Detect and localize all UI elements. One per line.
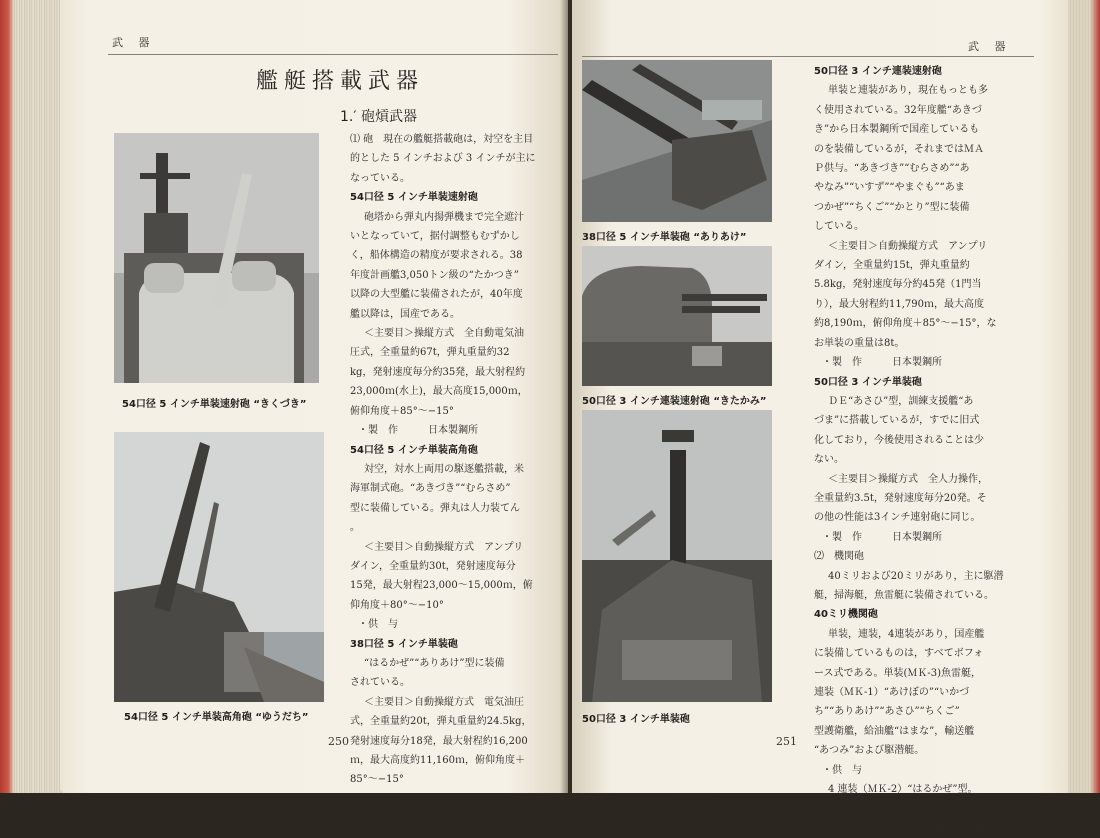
- body-line: つかぜ”“ちくご”“かとり”型に装備: [814, 201, 970, 213]
- body-line: ・製 作 日本製鋼所: [822, 357, 942, 369]
- body-line: ・供 与: [358, 619, 398, 631]
- body-line: 艦以降は，国産である。: [350, 308, 460, 320]
- subheading: 50口径 3 インチ単装砲: [814, 376, 922, 388]
- body-line: 的とした 5 インチおよび 3 インチが主に: [350, 153, 536, 165]
- body-line: に装備しているものは，すべてボフォ: [814, 648, 984, 660]
- subheading: 40ミリ機関砲: [814, 609, 878, 621]
- header-rule-right: [582, 56, 1034, 57]
- header-rule-left: [108, 54, 558, 55]
- body-line: 23,000ｍ(水上)，最大高度15,000ｍ，: [350, 386, 528, 398]
- body-line: お単装の重量は8t。: [814, 337, 905, 349]
- photo-caption: 54口径 5 インチ単装高角砲 “ゆうだち”: [124, 712, 309, 723]
- body-line: ース式である。単装(ＭＫ-3)魚雷艇，: [814, 667, 982, 679]
- left-body-text: [350, 130, 562, 809]
- body-line: ＜主要目＞自動操縦方式 アンプリ: [828, 240, 988, 252]
- body-line: ・製 作 日本製鋼所: [822, 531, 942, 543]
- body-line: 85°〜−15°: [350, 774, 404, 786]
- photo-3in-single-gun: [582, 410, 772, 702]
- body-line: ＜主要目＞操縦方式 電動油圧また: [828, 803, 988, 815]
- subheading: 50口径 3 インチ連装速射砲: [814, 66, 942, 77]
- running-head-left: 武 器: [112, 36, 156, 49]
- body-line: ⑴ 砲 現在の艦艇搭載砲は，対空を主目: [350, 134, 534, 145]
- body-line: 仰角度＋80°〜−10°: [350, 599, 444, 611]
- photo-caption: 50口径 3 インチ連装速射砲 “きたかみ”: [582, 396, 767, 407]
- body-line: り），最大射程約11,790ｍ，最大高度: [814, 298, 984, 310]
- photo-caption: 50口径 3 インチ単装砲: [582, 714, 690, 725]
- subheading: 38口径 5 インチ単装砲: [350, 638, 458, 650]
- page-title: 艦艇搭載武器: [256, 69, 425, 94]
- photo-caption: 54口径 5 インチ単装速射砲 “きくづき”: [122, 399, 307, 410]
- body-line: 年度計画艦3,050トン級の“たかつき”: [350, 269, 519, 281]
- book-edge-right: [1066, 0, 1100, 793]
- body-line: kg，発射速度毎分約35発，最大射程約: [350, 366, 526, 378]
- body-line: やなみ”“いすず”“やまぐも”“あま: [814, 182, 965, 194]
- body-line: 対空，対水上両用の駆逐艦搭載，米: [364, 463, 524, 475]
- body-line: ・供 与: [822, 764, 862, 776]
- body-line: ＜主要目＞操縦方式 全人力操作，: [828, 473, 988, 485]
- body-line: ・製 作 日本製鋼所: [358, 425, 478, 437]
- subheading: 54口径 5 インチ単装高角砲: [350, 444, 478, 456]
- body-line: 型護衛艦，給油艦“はまな”，輸送艦: [814, 725, 975, 737]
- section-heading: 1.′ 砲熕武器: [340, 109, 417, 125]
- body-line: 砲塔から弾丸内揚弾機まで完全遮汁: [364, 211, 524, 223]
- right-body-text: [814, 62, 1014, 838]
- body-line: はアンプリダイン，口径長56，発射速: [814, 822, 985, 834]
- body-line: “あつみ”および駆潜艇。: [814, 745, 925, 757]
- body-line: ＜主要目＞自動操縦方式 アンプリ: [364, 541, 524, 553]
- body-line: Ｐ供与。“あきづき”“むらさめ”“あ: [814, 163, 970, 175]
- body-line: ダイン，全重量約15t，弾丸重量約: [814, 260, 970, 272]
- body-line: ＜主要目＞操縦方式 全自動電気油: [364, 328, 524, 340]
- body-line: 4 連装（ＭＫ-2）“はるかぜ”型。: [828, 784, 978, 796]
- body-line: く，船体構造の精度が要求される。38: [350, 250, 523, 262]
- body-line: ・供 与: [358, 793, 398, 805]
- body-line: 式，全重量約20t，弾丸重量約24.5kg，: [350, 716, 532, 728]
- body-line: の他の性能は3インチ連射砲に同じ。: [814, 512, 981, 524]
- photo-kitakami-gun: [582, 246, 772, 386]
- body-line: のを装備しているが，それまではＭＡ: [814, 143, 984, 155]
- body-line: き”から日本製鋼所で国産しているも: [814, 124, 980, 136]
- body-line: 15発，最大射程23,000〜15,000ｍ，俯: [350, 580, 533, 592]
- body-line: 発射速度毎分18発，最大射程約16,200: [350, 735, 528, 747]
- right-page: [572, 0, 1068, 834]
- body-line: 全重量約3.5t，発射速度毎分20発。そ: [814, 492, 987, 504]
- body-line: ＤＥ“あさひ”型，訓練支援艦“あ: [828, 395, 974, 407]
- body-line: 艇，掃海艇，魚雷艇に装備されている。: [814, 589, 994, 601]
- body-line: 約8,190ｍ，俯仰角度＋85°〜−15°，な: [814, 318, 997, 330]
- body-line: 5.8kg，発射速度毎分約45発（1門当: [814, 279, 982, 291]
- body-line: 化しており，今後使用されることは少: [814, 434, 984, 446]
- body-line: されている。: [350, 677, 410, 689]
- body-line: 圧式，全重量約67t，弾丸重量約32: [350, 347, 510, 359]
- body-line: ＜主要目＞自動操縦方式 電気油圧: [364, 696, 524, 708]
- body-line: 連装（ＭＫ-1）“あけぼの”“いかづ: [814, 687, 970, 698]
- photo-kikuzuki-gun: [114, 133, 319, 383]
- body-line: ｍ，最大高度約11,160ｍ，俯仰角度＋: [350, 755, 525, 766]
- body-line: く使用されている。32年度艦“あきづ: [814, 104, 982, 116]
- body-line: 海軍制式砲。“あきづき”“むらさめ”: [350, 483, 511, 495]
- body-line: 型に装備している。弾丸は人力装てん: [350, 502, 520, 514]
- body-line: 以降の大型艦に装備されたが，40年度: [350, 289, 523, 301]
- page-number: 251: [776, 735, 797, 748]
- photo-ariake-gun: [582, 60, 772, 222]
- body-line: づま”に搭載しているが，すでに旧式: [814, 415, 980, 427]
- page-number: 250: [328, 735, 349, 748]
- left-page: [60, 0, 568, 805]
- body-line: 単装と連装があり，現在もっとも多: [828, 85, 988, 97]
- body-line: ない。: [814, 454, 844, 466]
- body-line: ⑵ 機関砲: [814, 551, 864, 563]
- body-line: 40ミリおよび20ミリがあり，主に駆潜: [828, 570, 1004, 582]
- body-line: いとなっていて，据付調整もむずかし: [350, 231, 520, 243]
- book-edge-left: [0, 0, 66, 793]
- body-line: 。: [350, 522, 360, 534]
- subheading: 54口径 5 インチ単装速射砲: [350, 192, 478, 204]
- body-line: 俯仰角度＋85°〜−15°: [350, 405, 454, 417]
- photo-yudachi-gun: [114, 432, 324, 702]
- body-line: 単装，連装，4連装があり，国産艦: [828, 628, 985, 640]
- running-head-right: 武 器: [968, 40, 1012, 53]
- body-line: なっている。: [350, 172, 410, 184]
- body-line: している。: [814, 221, 864, 233]
- photo-caption: 38口径 5 インチ単装砲 “ありあけ”: [582, 232, 747, 243]
- body-line: “はるかぜ”“ありあけ”型に装備: [364, 657, 505, 669]
- body-line: ち”“ありあけ”“あさひ”“ちくご”: [814, 706, 960, 718]
- body-line: ダイン，全重量約30t，発射速度毎分: [350, 560, 516, 572]
